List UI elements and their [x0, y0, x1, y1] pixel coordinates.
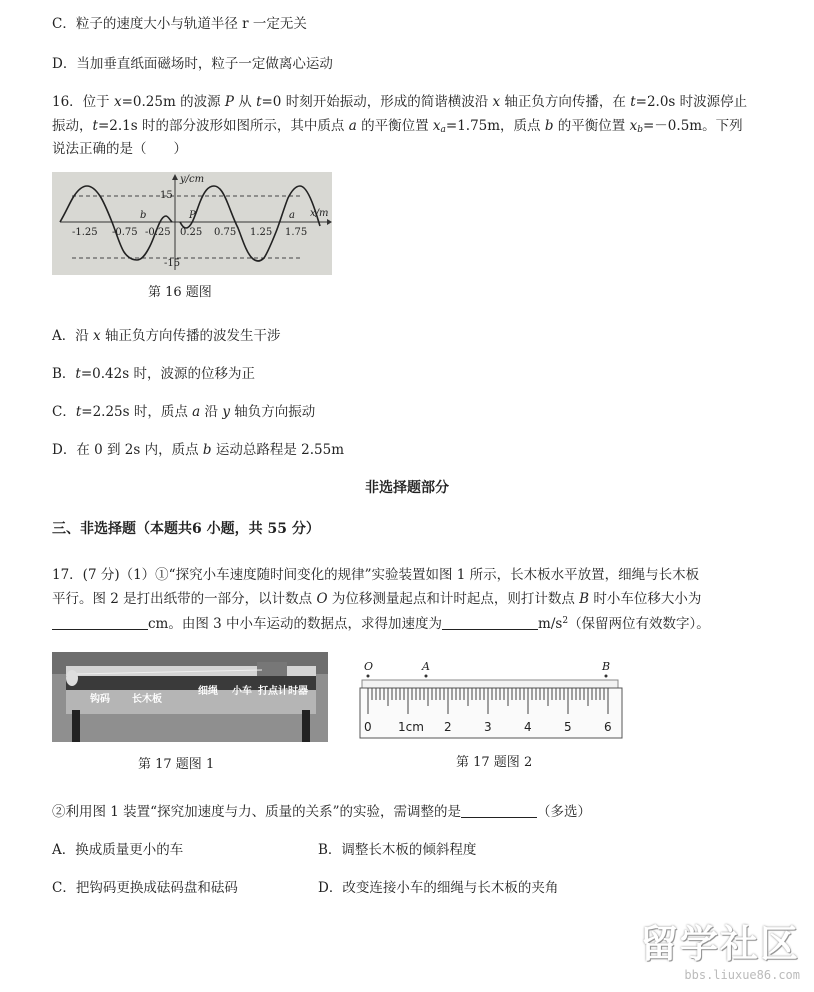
ruler-label: 1cm — [398, 720, 424, 734]
q17-fig2-ruler — [352, 658, 628, 742]
graph-tick: 1.25 — [250, 227, 273, 238]
watermark-url: bbs.liuxue86.com — [684, 968, 800, 982]
fig2-point-a: A — [422, 660, 430, 673]
graph-tick: -1.25 — [72, 227, 98, 238]
q17-option-a: A．换成质量更小的车 — [52, 842, 184, 858]
answer-blank-adjust[interactable] — [461, 805, 537, 818]
q15-option-d: D．当加垂直纸面磁场时，粒子一定做离心运动 — [52, 56, 333, 72]
fig1-label-timer: 打点计时器 — [258, 686, 308, 697]
graph-y-bottom: -15 — [164, 258, 181, 269]
graph-tick: -0.75 — [112, 227, 138, 238]
q16-figure-caption: 第 16 题图 — [148, 285, 212, 300]
fig1-label-weight: 钩码 — [90, 694, 110, 705]
section-heading: 三、非选择题（本题共6 小题，共 55 分） — [52, 521, 320, 537]
fig1-label-board: 长木板 — [132, 694, 162, 705]
q16-option-c: C．t=2.25s 时，质点 a 沿 y 轴负方向振动 — [52, 404, 316, 420]
q17-stem-line1: 17．(7 分)（1）①“探究小车速度随时间变化的规律”实验装置如图 1 所示，长木板水平放置，细绳与长木板 — [52, 567, 700, 583]
answer-blank-displacement[interactable] — [52, 617, 148, 630]
q16-wave-figure — [52, 172, 332, 275]
fig1-label-cart: 小车 — [232, 686, 252, 697]
watermark — [640, 913, 800, 982]
graph-x-label: x/m — [310, 208, 329, 219]
q16-option-d: D．在 0 到 2s 内，质点 b 运动总路程是 2.55m — [52, 442, 344, 458]
watermark-logo: 留学社区 — [639, 922, 800, 966]
q17-fig2-caption: 第 17 题图 2 — [456, 755, 533, 770]
fig2-point-o: O — [364, 660, 374, 673]
q16-stem-line1: 16．位于 x=0.25m 的波源 P 从 t=0 时刻开始振动，形成的简谐横波沿 x 轴正负方向传播，在 t=2.0s 时波源停止 — [52, 94, 748, 110]
q17-fig1-caption: 第 17 题图 1 — [138, 757, 215, 772]
ruler-label: 2 — [444, 720, 452, 734]
q17-fig1-photo — [52, 652, 328, 742]
q17-option-c: C．把钩码更换成砝码盘和砝码 — [52, 880, 238, 896]
ruler-label: 6 — [604, 720, 612, 734]
q17-option-d: D．改变连接小车的细绳与长木板的夹角 — [318, 880, 559, 896]
q17-stem-line3: cm。由图 3 中小车运动的数据点，求得加速度为 $m/s^2$（保留两位有效数字）。 — [52, 612, 710, 632]
graph-y-top: 15 — [160, 190, 173, 201]
q17-option-b: B．调整长木板的倾斜程度 — [318, 842, 477, 858]
graph-tick: 0.25 — [180, 227, 203, 238]
graph-point-a: a — [289, 210, 295, 221]
q17-part2: ②利用图 1 装置“探究加速度与力、质量的关系”的实验，需调整的是 （多选） — [52, 804, 591, 820]
ruler-label: 0 — [364, 720, 372, 734]
ruler-label: 4 — [524, 720, 532, 734]
q16-option-b: B．t=0.42s 时，波源的位移为正 — [52, 366, 255, 382]
q15-option-c: C．粒子的速度大小与轨道半径 r 一定无关 — [52, 16, 307, 32]
ruler-label: 3 — [484, 720, 492, 734]
q16-stem-line3: 说法正确的是（ ） — [52, 141, 187, 157]
graph-tick: -0.25 — [145, 227, 171, 238]
graph-tick: 0.75 — [214, 227, 237, 238]
section-title: 非选择题部分 — [365, 480, 449, 496]
q16-stem-line2: 振动，t=2.1s 时的部分波形如图所示，其中质点 a 的平衡位置 $x_a=1.75m$，质点 b 的平衡位置 $x_b=-0.5m$。下列 — [52, 118, 743, 135]
q17-stem-line2: 平行。图 2 是打出纸带的一部分，以计数点 O 为位移测量起点和计时起点，则打计数点 B 时小车位移大小为 — [52, 591, 702, 607]
fig2-point-b: B — [602, 660, 611, 673]
graph-point-b: b — [140, 210, 147, 221]
answer-blank-acceleration[interactable] — [442, 617, 538, 630]
graph-tick: 1.75 — [285, 227, 308, 238]
ruler-label: 5 — [564, 720, 572, 734]
q16-option-a: A．沿 x 轴正负方向传播的波发生干涉 — [52, 328, 281, 344]
fig1-label-string: 细绳 — [198, 686, 218, 697]
graph-y-label: y/cm — [180, 174, 205, 185]
graph-point-p: P — [189, 210, 196, 221]
